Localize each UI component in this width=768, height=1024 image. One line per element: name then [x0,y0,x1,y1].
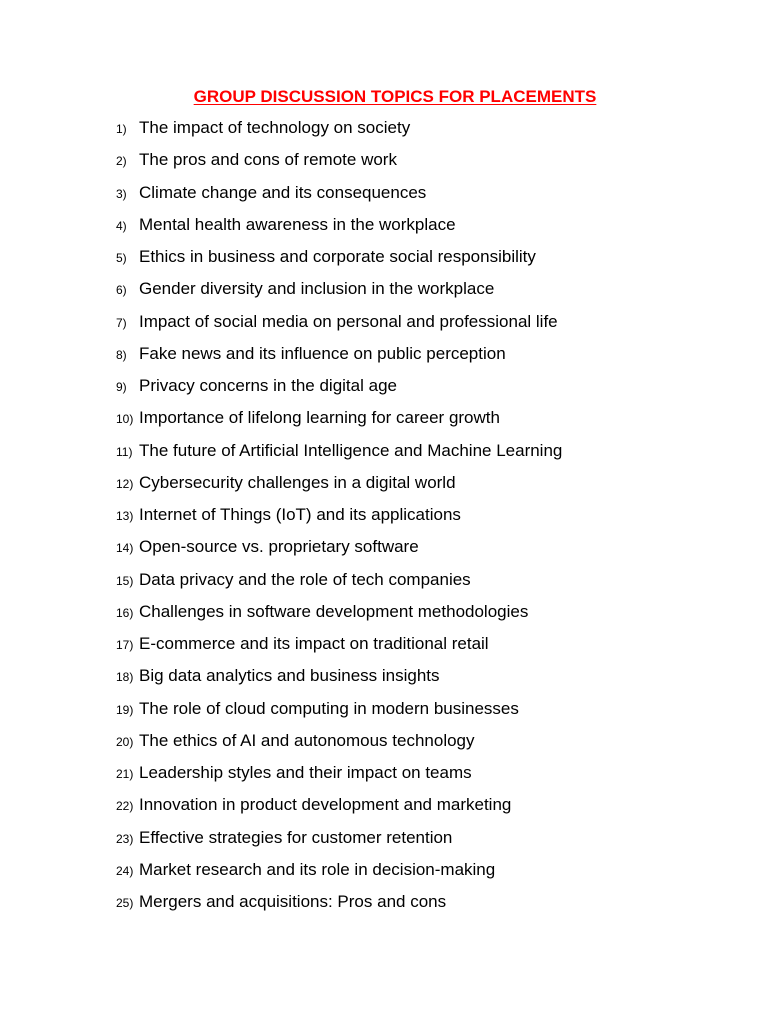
list-item [116,666,562,698]
list-item-text: The impact of technology on society [139,118,411,137]
list-item [116,634,562,666]
list-item-text: Importance of lifelong learning for career growth [139,408,500,428]
list-item-text: Privacy concerns in the digital age [139,376,397,395]
list-item [116,699,562,731]
list-item-text: Open-source vs. proprietary software [139,537,419,557]
topic-list [116,118,562,924]
list-item [116,312,562,344]
list-item [116,247,562,279]
list-item-number: 16) [116,605,134,620]
list-item-text: Market research and its role in decision-making [139,859,496,879]
list-item-text: Impact of social media on personal and professional life [139,311,558,331]
list-item-text: Fake news and its influence on public perception [139,343,506,363]
list-item [116,150,562,182]
list-item-text: Data privacy and the role of tech companies [139,569,471,589]
list-item [116,183,562,215]
list-item-number: 8) [116,347,127,362]
list-item-number: 22) [116,799,134,814]
list-item-number: 21) [116,767,134,781]
list-item-text: Climate change and its consequences [139,182,427,202]
list-item [116,344,562,376]
list-item-text: Leadership styles and their impact on teams [139,763,472,782]
list-item [116,118,562,150]
list-item-number: 13) [116,509,134,523]
list-item-number: 24) [116,863,134,878]
document-title: GROUP DISCUSSION TOPICS FOR PLACEMENTS [193,87,597,106]
list-item-number: 20) [116,734,134,749]
list-item [116,376,562,408]
list-item-text: Challenges in software development methodologies [139,601,529,621]
list-item [116,763,562,795]
list-item [116,602,562,634]
list-item-number: 12) [116,476,134,491]
list-item-number: 7) [116,315,127,330]
list-item-number: 6) [116,283,127,298]
list-item-text: Mergers and acquisitions: Pros and cons [139,892,447,911]
list-item [116,828,562,860]
list-item-text: Mental health awareness in the workplace [139,214,456,234]
list-item-number: 5) [116,251,127,265]
list-item-text: Cybersecurity challenges in a digital world [139,472,456,492]
list-item [116,473,562,505]
list-item-text: Big data analytics and business insights [139,666,440,686]
list-item-text: Innovation in product development and marketing [139,795,512,815]
list-item-text: The role of cloud computing in modern businesses [139,698,519,718]
list-item [116,279,562,311]
list-item [116,570,562,602]
list-item-number: 18) [116,670,134,685]
list-item-number: 14) [116,541,134,556]
list-item-text: Internet of Things (IoT) and its applications [139,505,461,524]
list-item-text: The future of Artificial Intelligence and Machine Learning [139,440,563,460]
list-item-number: 17) [116,638,134,652]
list-item [116,731,562,763]
list-item-number: 19) [116,702,134,717]
list-item-number: 10) [116,412,134,427]
list-item [116,441,562,473]
list-item [116,215,562,247]
list-item-text: Gender diversity and inclusion in the workplace [139,279,495,299]
list-item-text: Effective strategies for customer retention [139,827,453,847]
list-item-number: 11) [116,444,133,459]
list-item-number: 23) [116,831,134,846]
list-item [116,795,562,827]
list-item-number: 3) [116,186,127,201]
list-item-number: 25) [116,896,134,910]
list-item [116,892,562,924]
list-item-number: 9) [116,380,127,394]
list-item [116,505,562,537]
list-item [116,408,562,440]
list-item-number: 15) [116,573,134,588]
list-item-number: 2) [116,154,127,169]
list-item-text: E-commerce and its impact on traditional retail [139,634,489,653]
list-item-text: Ethics in business and corporate social responsibility [139,247,536,266]
list-item-text: The pros and cons of remote work [139,150,397,170]
list-item [116,537,562,569]
list-item-number: 4) [116,218,127,233]
list-item-number: 1) [116,122,127,136]
list-item [116,860,562,892]
list-item-text: The ethics of AI and autonomous technology [139,730,475,750]
